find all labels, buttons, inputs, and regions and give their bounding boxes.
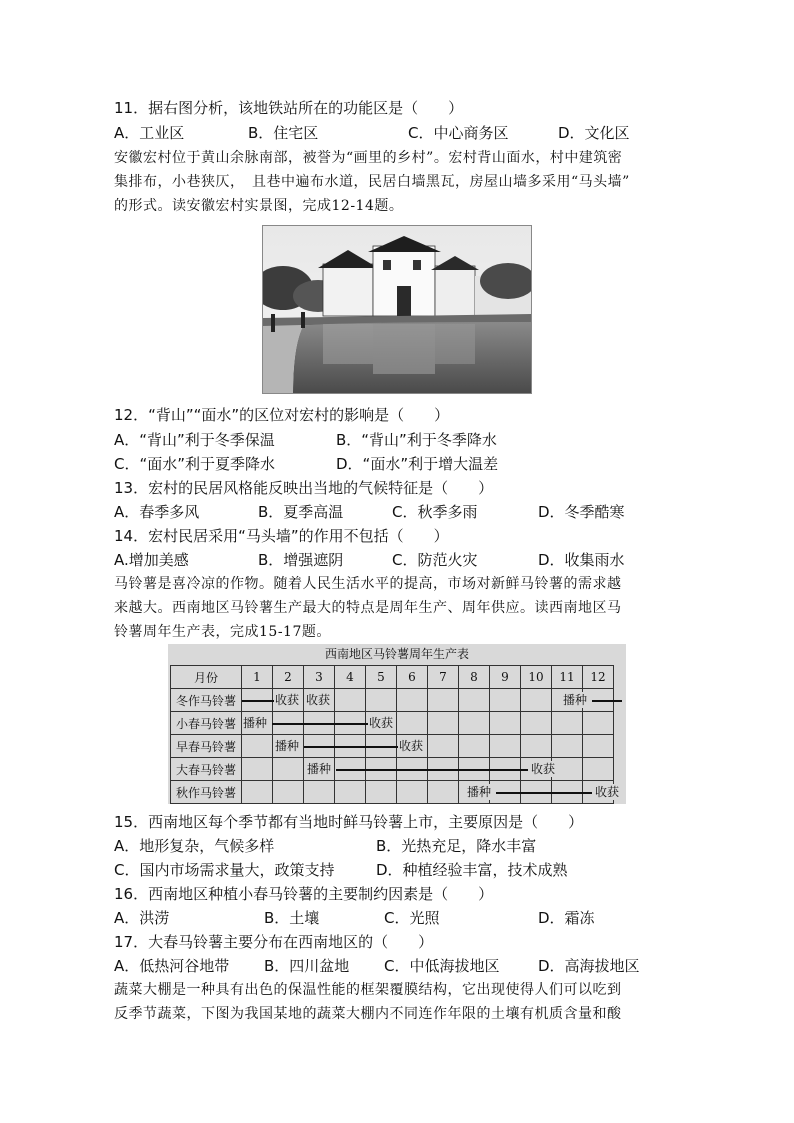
passage2-line-2: 来越大。西南地区马铃薯生产最大的特点是周年生产、周年供应。读西南地区马 <box>114 600 622 616</box>
q16-options <box>114 908 674 928</box>
q13-stem: 13．宏村的民居风格能反映出当地的气候特征是（ ） <box>114 479 494 497</box>
early-spring-growth-bar <box>304 746 398 748</box>
q17-option-a: A．低热河谷地带 <box>114 957 230 975</box>
row-label-small-spring: 小春马铃薯 <box>171 712 242 735</box>
early-spring-harvest-tag: 收获 <box>399 739 424 753</box>
q16-option-a: A．洪涝 <box>114 909 170 927</box>
q17-option-d: D．高海拔地区 <box>538 957 640 975</box>
winter-sow-tag: 播种 <box>563 693 588 707</box>
early-spring-sow-tag: 播种 <box>275 739 300 753</box>
q14-options <box>114 550 674 570</box>
q13-option-b: B．夏季高温 <box>258 503 344 521</box>
q11-option-a: A．工业区 <box>114 124 185 142</box>
passage1-line-1: 安徽宏村位于黄山余脉南部，被誉为“画里的乡村”。宏村背山面水，村中建筑密 <box>114 150 623 166</box>
big-spring-sow-tag: 播种 <box>307 762 332 776</box>
month-1: 1 <box>242 666 273 689</box>
q16-option-d: D．霜冻 <box>538 909 595 927</box>
month-12: 12 <box>583 666 614 689</box>
passage2-line-1: 马铃薯是喜冷凉的作物。随着人民生活水平的提高，市场对新鲜马铃薯的需求越 <box>114 576 622 592</box>
q16-option-c: C．光照 <box>384 909 440 927</box>
q11-option-b: B．住宅区 <box>248 124 319 142</box>
autumn-harvest-tag: 收获 <box>595 785 620 799</box>
month-6: 6 <box>397 666 428 689</box>
q15-option-a: A．地形复杂，气候多样 <box>114 837 275 855</box>
winter-harvest-tag-1: 收获 <box>275 693 300 707</box>
q12-options-row-2 <box>114 454 674 474</box>
month-3: 3 <box>304 666 335 689</box>
table-title: 西南地区马铃薯周年生产表 <box>324 647 469 661</box>
q13-option-d: D．冬季酷寒 <box>538 503 625 521</box>
q17-option-b: B．四川盆地 <box>264 957 350 975</box>
passage1-line-3: 的形式。读安徽宏村实景图，完成12-14题。 <box>114 198 404 214</box>
q15-option-c: C．国内市场需求量大，政策支持 <box>114 861 335 879</box>
month-7: 7 <box>428 666 459 689</box>
q16-stem: 16．西南地区种植小春马铃薯的主要制约因素是（ ） <box>114 885 494 903</box>
q17-option-c: C．中低海拔地区 <box>384 957 500 975</box>
q12-option-a: A．“背山”利于冬季保温 <box>114 431 275 449</box>
month-5: 5 <box>366 666 397 689</box>
month-2: 2 <box>273 666 304 689</box>
month-header: 月份 <box>171 666 242 689</box>
q15-option-d: D．种植经验丰富，技术成熟 <box>376 861 568 879</box>
passage1-line-2: 集排布，小巷狭仄， 且巷中遍布水道，民居白墙黑瓦，房屋山墙多采用“马头墙” <box>114 174 630 190</box>
passage2-line-3: 铃薯周年生产表，完成15-17题。 <box>114 624 331 640</box>
q11-options <box>114 123 674 143</box>
month-4: 4 <box>335 666 366 689</box>
big-spring-harvest-tag: 收获 <box>531 762 556 776</box>
small-spring-sow-tag: 播种 <box>243 716 268 730</box>
q12-option-b: B．“背山”利于冬季降水 <box>336 431 497 449</box>
small-spring-harvest-tag: 收获 <box>369 716 394 730</box>
hongcun-village-illustration <box>263 226 531 393</box>
q11-stem: 11．据右图分析，该地铁站所在的功能区是（ ） <box>114 99 464 117</box>
q15-option-b: B．光热充足，降水丰富 <box>376 837 537 855</box>
table-row <box>171 689 614 712</box>
q15-options-row-1 <box>114 836 674 856</box>
potato-production-table <box>168 644 626 804</box>
q11-option-d: D．文化区 <box>558 124 630 142</box>
q12-option-c: C．“面水”利于夏季降水 <box>114 455 276 473</box>
q14-option-d: D．收集雨水 <box>538 551 625 569</box>
q13-option-c: C．秋季多雨 <box>392 503 478 521</box>
autumn-growth-bar <box>496 792 592 794</box>
row-label-early-spring: 早春马铃薯 <box>171 735 242 758</box>
month-11: 11 <box>552 666 583 689</box>
big-spring-growth-bar <box>336 769 528 771</box>
q15-stem: 15．西南地区每个季节都有当地时鲜马铃薯上市，主要原因是（ ） <box>114 813 584 831</box>
row-label-big-spring: 大春马铃薯 <box>171 758 242 781</box>
month-9: 9 <box>490 666 521 689</box>
q14-option-c: C．防范火灾 <box>392 551 478 569</box>
passage3-line-2: 反季节蔬菜，下图为我国某地的蔬菜大棚内不同连作年限的土壤有机质含量和酸 <box>114 1006 622 1022</box>
month-10: 10 <box>521 666 552 689</box>
passage3-line-1: 蔬菜大棚是一种具有出色的保温性能的框架覆膜结构，它出现使得人们可以吃到 <box>114 982 622 998</box>
month-8: 8 <box>459 666 490 689</box>
autumn-sow-tag: 播种 <box>467 785 492 799</box>
month-header-row <box>171 666 614 689</box>
q12-options-row-1 <box>114 430 674 450</box>
q12-option-d: D．“面水”利于增大温差 <box>336 455 499 473</box>
hongcun-village-photo <box>262 225 532 394</box>
winter-growth-bar-2 <box>592 700 622 702</box>
row-label-winter: 冬作马铃薯 <box>171 689 242 712</box>
q16-option-b: B．土壤 <box>264 909 320 927</box>
q17-options <box>114 956 674 976</box>
q14-stem: 14．宏村民居采用“马头墙”的作用不包括（ ） <box>114 527 449 545</box>
row-label-autumn: 秋作马铃薯 <box>171 781 242 804</box>
q12-stem: 12．“背山”“面水”的区位对宏村的影响是（ ） <box>114 406 450 424</box>
small-spring-growth-bar <box>272 723 368 725</box>
q13-options <box>114 502 674 522</box>
winter-growth-bar-1 <box>242 700 274 702</box>
q14-option-a: A.增加美感 <box>114 551 189 569</box>
q11-option-c: C．中心商务区 <box>408 124 509 142</box>
q14-option-b: B．增强遮阴 <box>258 551 344 569</box>
q17-stem: 17．大春马铃薯主要分布在西南地区的（ ） <box>114 933 434 951</box>
production-grid <box>170 665 614 804</box>
q13-option-a: A．春季多风 <box>114 503 200 521</box>
q15-options-row-2 <box>114 860 674 880</box>
winter-harvest-tag-2: 收获 <box>306 693 331 707</box>
